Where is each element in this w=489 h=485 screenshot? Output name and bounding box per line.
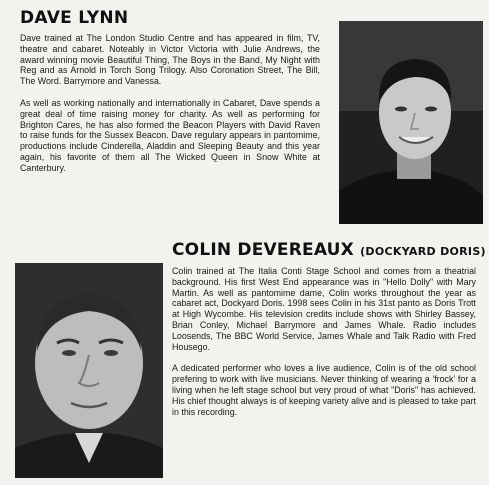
dave-lynn-biography	[20, 33, 320, 185]
dave-bio-paragraph-1: Dave trained at The London Studio Centre and has appeared in film, TV, theatre and cabaret. Noteably in Victor Victoria with Julie Andrews, the award winning movie Beautiful Thing, The Boys in the Band, My Night with Reg and as Arnold in Torch Song Trilogy. Also Coronation Street, The Bill, The Word. Barrymore and Vanessa.	[20, 33, 320, 87]
colin-devereaux-portrait-photo	[15, 263, 163, 478]
colin-devereaux-biography	[172, 266, 476, 428]
colin-stage-name: (DOCKYARD DORIS)	[360, 245, 486, 258]
dave-lynn-portrait-photo	[339, 21, 483, 224]
colin-devereaux-heading	[172, 240, 486, 260]
colin-portrait-illustration	[15, 263, 163, 478]
dave-lynn-heading: DAVE LYNN	[20, 8, 129, 28]
dave-bio-paragraph-2: As well as working nationally and internationally in Cabaret, Dave spends a great deal of time raising money for charity. As well as performing for Brighton Cares, he has also formed the Beacon Players with David Raven to raise funds for the Sussex Beacon. Dave regulary appears in pantomime, productions include Cinderella, Aladdin and Sleeping Beauty and this year again, his favorite of them all The Wicked Queen in Snow White at Canterbury.	[20, 97, 320, 173]
dave-portrait-illustration	[339, 21, 483, 224]
colin-devereaux-name: COLIN DEVEREAUX	[172, 240, 354, 260]
colin-bio-paragraph-1: Colin trained at The Italia Conti Stage School and comes from a theatrial background. His first West End appearance was in "Hello Dolly" with Mary Martin. As well as pantomime dame, Colin works throughout the year as cabaret act, Dockyard Doris. 1998 sees Colin in his 31st panto as Doris Trott at High Wycombe. His television credits include shows with Shirley Bassey, Brian Conley, Michael Barrymore and James Whale. Radio includes Loosends, The BBC World Service, James Whale and Talk Radio with Fred Housego.	[172, 266, 476, 352]
colin-bio-paragraph-2: A dedicated performer who loves a live audience, Colin is of the old school prefering to work with live musicians. Never thinking of wearing a 'frock' for a living when he left stage school but very proud of what "Doris" has achieved. His chief thought always is of keeping variety alive and is pleased to take part in this recording.	[172, 363, 476, 417]
